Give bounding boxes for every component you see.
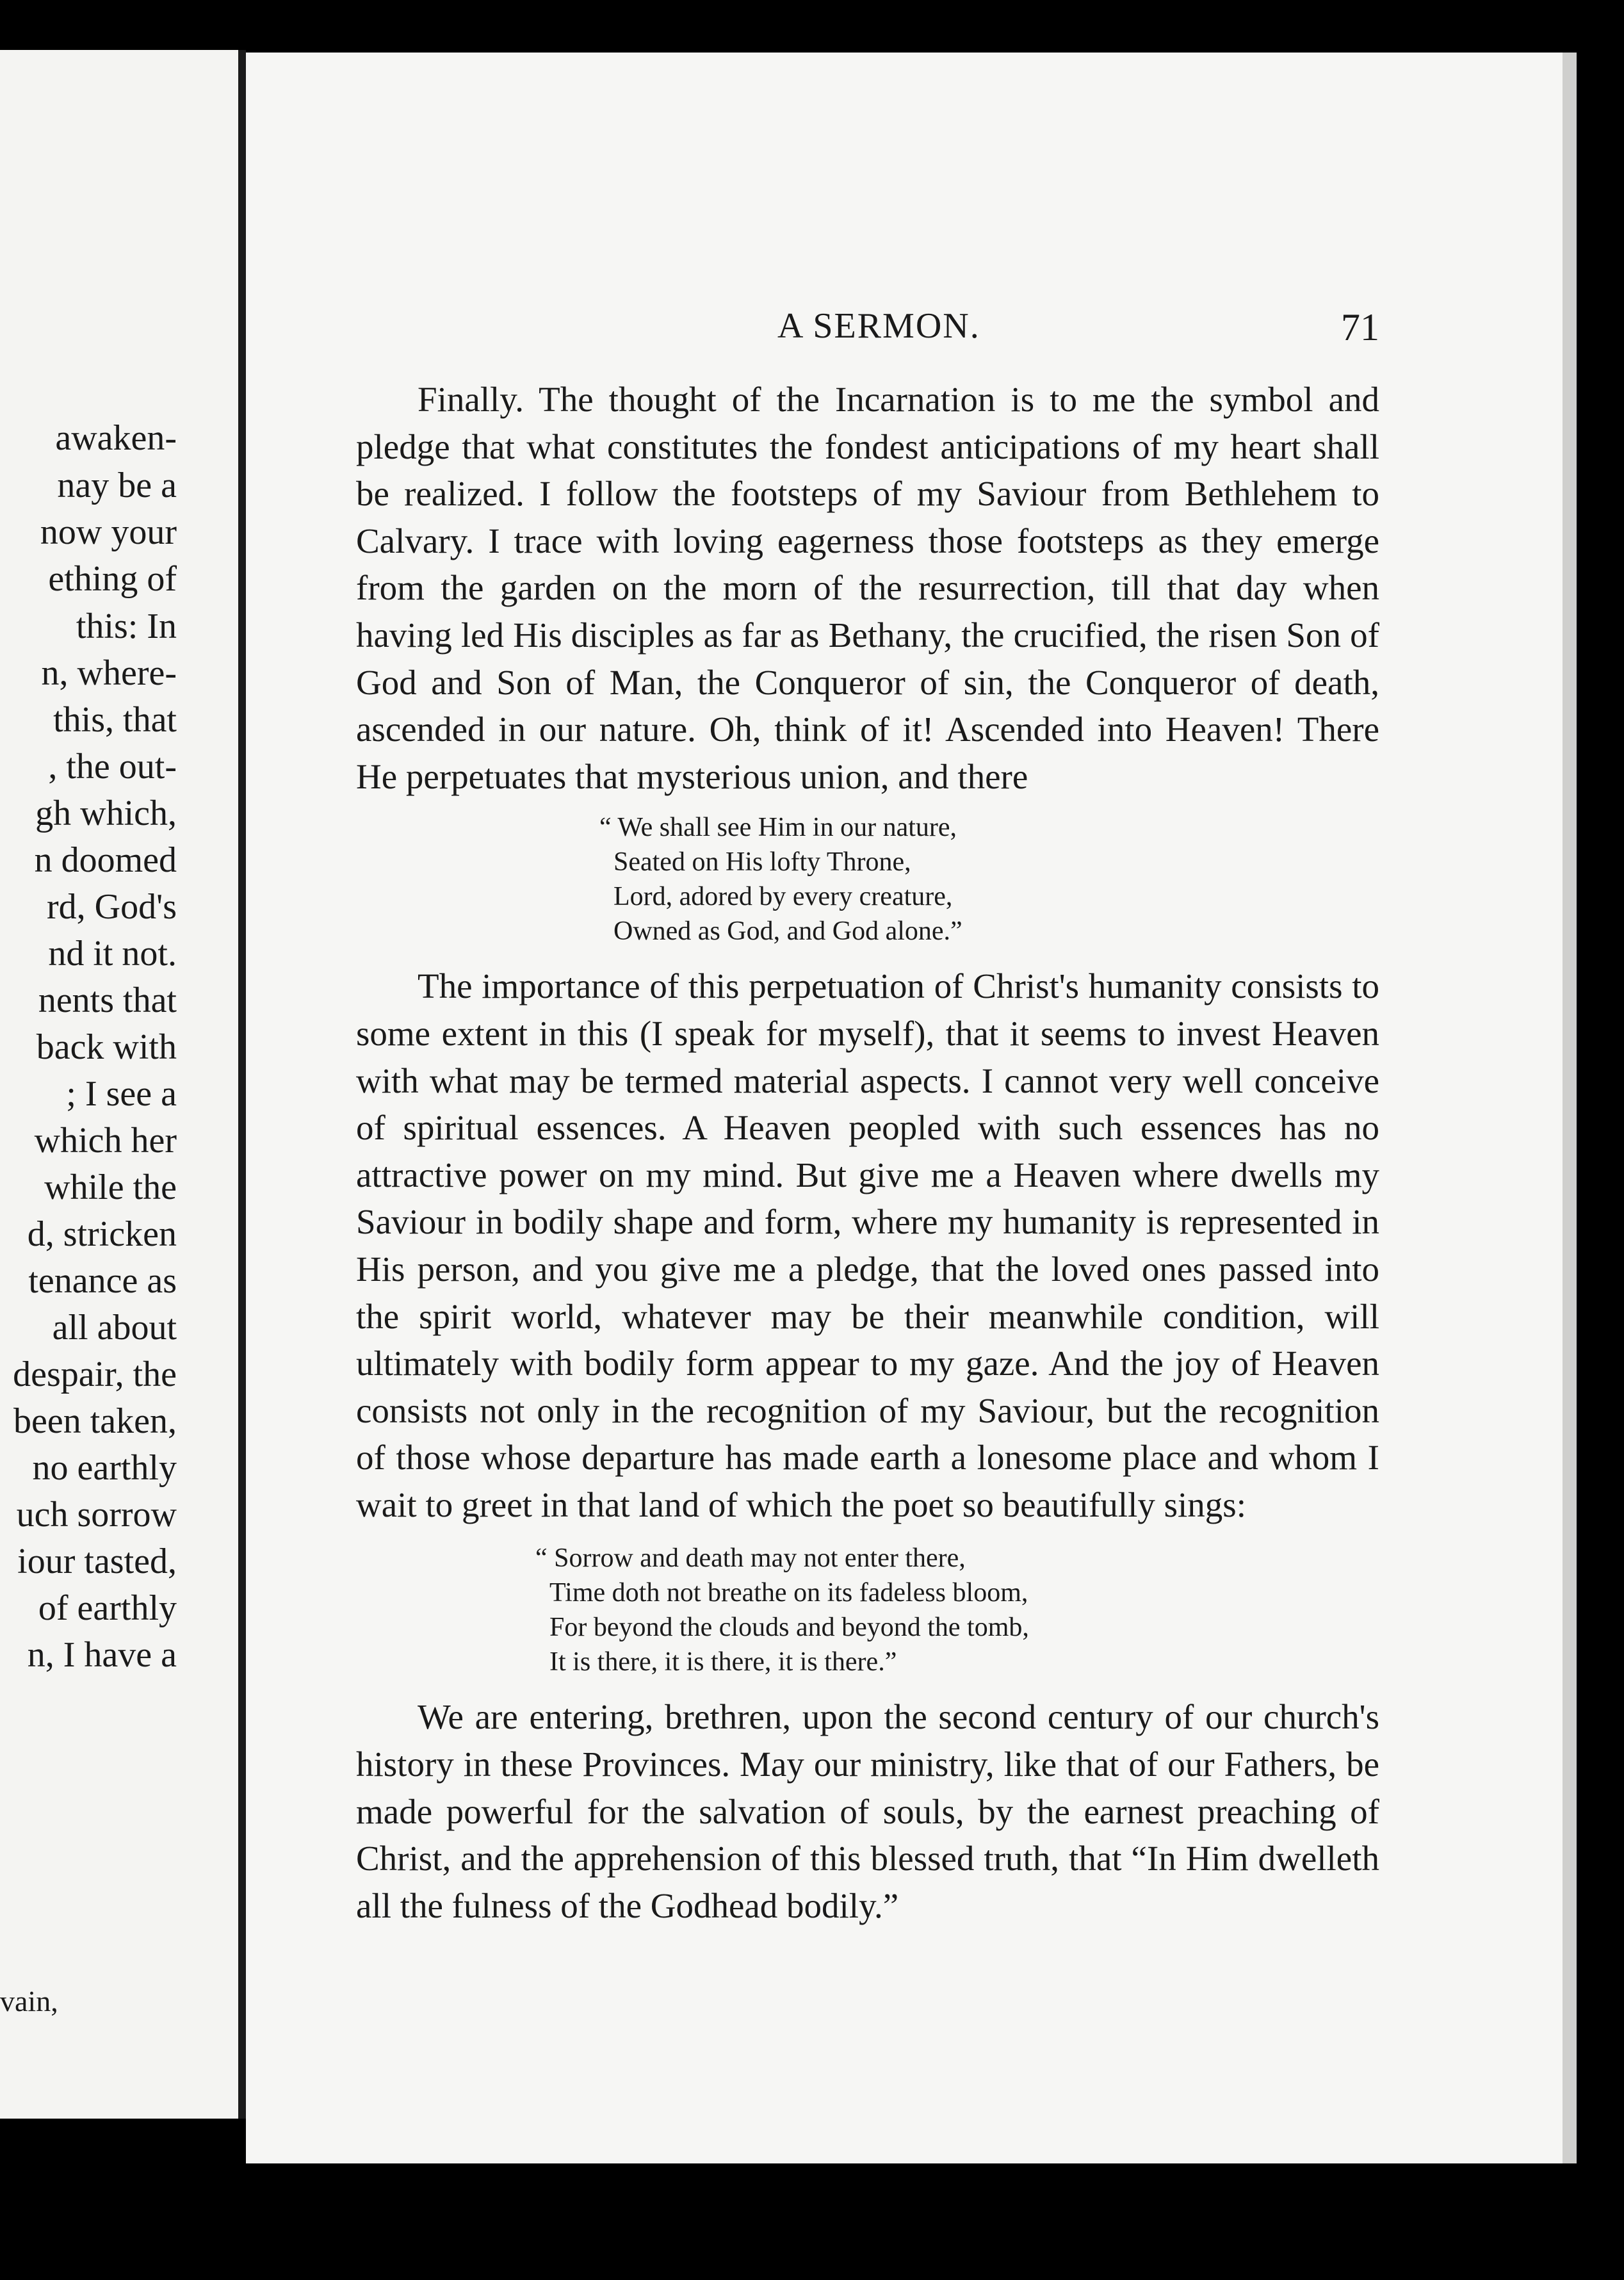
left-page-fragment: gh which, (35, 794, 177, 833)
paragraph: We are entering, brethren, upon the second century of our church's history in these Provinces. May our ministry, like that of our Fathers, be made powerful for the salvation of souls, by the earnest preaching of Christ, and the apprehension of this blessed truth, that “In Him dwelleth all the fulness of the Godhead bodily.” (356, 1697, 1379, 1925)
body-text (356, 376, 1379, 1929)
left-page-fragment: all about (52, 1308, 177, 1348)
left-page-fragment: been taken, (13, 1401, 177, 1441)
left-page-fragment: which her (34, 1121, 177, 1160)
left-page-fragment: now your (40, 512, 177, 552)
left-page-fragment: this, that (53, 700, 177, 740)
page-edge (1563, 53, 1577, 2163)
book-gutter (238, 50, 246, 2119)
right-page (246, 53, 1563, 2163)
left-page-fragment: this: In (76, 607, 177, 646)
left-page-fragment: uch sorrow (16, 1495, 177, 1535)
left-page-fragment: , the out- (48, 747, 177, 786)
left-page-fragment: iour tasted, (17, 1542, 177, 1581)
left-page-fragment: n, I have a (27, 1635, 177, 1675)
verse-line: Time doth not breathe on its fadeless bloom, (549, 1578, 1028, 1608)
left-page-fragment: d, stricken (27, 1214, 177, 1254)
left-page-fragment: ; I see a (66, 1074, 177, 1114)
left-page-fragment: nd it not. (48, 934, 177, 973)
left-page-fragment: n, where- (41, 653, 177, 693)
left-page-fragment: of earthly (38, 1588, 177, 1628)
verse-line: It is there, it is there, it is there.” (549, 1647, 897, 1677)
running-title: A SERMON. (777, 306, 980, 346)
left-page-fragment: back with (36, 1027, 177, 1067)
verse-line: Seated on His lofty Throne, (613, 847, 911, 877)
paragraph: The importance of this perpetuation of Christ's humanity consists to some extent in this (I speak for myself), that it seems to invest Heaven with what may be termed material aspects. I cannot very well conceive of spiritual essences. A Heaven peopled with such essences has no attractive power on my mind. But give me a Heaven where dwells my Saviour in bodily shape and form, where my humanity is represented in His person, and you give me a pledge, that the loved ones passed into the spirit world, whatever may be their meanwhile condition, will ultimately with bodily form appear to my gaze. And the joy of Heaven consists not only in the recognition of my Saviour, but the recognition of those whose departure has made earth a lonesome place and whom I wait to greet in that land of which the poet so beautifully sings: (356, 966, 1379, 1524)
verse-line: Owned as God, and God alone.” (613, 916, 962, 947)
left-page-fragment: n doomed (34, 840, 177, 880)
page-header (246, 305, 1379, 357)
left-page-fragment: while the (44, 1168, 177, 1207)
verse-line: “ We shall see Him in our nature, (599, 813, 957, 843)
verse-line: Lord, adored by every creature, (613, 882, 953, 912)
verse-line: “ Sorrow and death may not enter there, (535, 1543, 966, 1574)
left-page-fragment: rd, God's (47, 887, 177, 927)
verse-quotation (356, 1541, 1379, 1679)
left-page-fragment: nay be a (57, 466, 177, 505)
left-page-fragment: despair, the (13, 1355, 177, 1394)
left-page-fragment: no earthly (32, 1448, 177, 1488)
paragraph: Finally. The thought of the Incarnation is to me the symbol and pledge that what constitutes the fondest anticipations of my heart shall be realized. I follow the footsteps of my Saviour from Bethlehem to Calvary. I trace with loving eagerness those footsteps as they emerge from the garden on the morn of the resurrection, till that day when having led His disciples as far as Bethany, the crucified, the risen Son of God and Son of Man, the Conqueror of sin, the Conqueror of death, ascended in our nature. Oh, think of it! Ascended into Heaven! There He perpetuates that mysterious union, and there (356, 380, 1379, 796)
left-page-edge (0, 50, 238, 2119)
left-page-fragment: tenance as (28, 1261, 177, 1301)
left-page-fragment: nents that (38, 981, 177, 1020)
left-page-footer-fragment: vain, (0, 1985, 58, 2017)
verse-line: For beyond the clouds and beyond the tomb, (549, 1613, 1029, 1643)
page-number: 71 (1341, 306, 1379, 348)
left-page-fragment: ething of (48, 559, 177, 599)
left-page-fragment: awaken- (55, 418, 177, 458)
verse-quotation (356, 810, 1379, 949)
